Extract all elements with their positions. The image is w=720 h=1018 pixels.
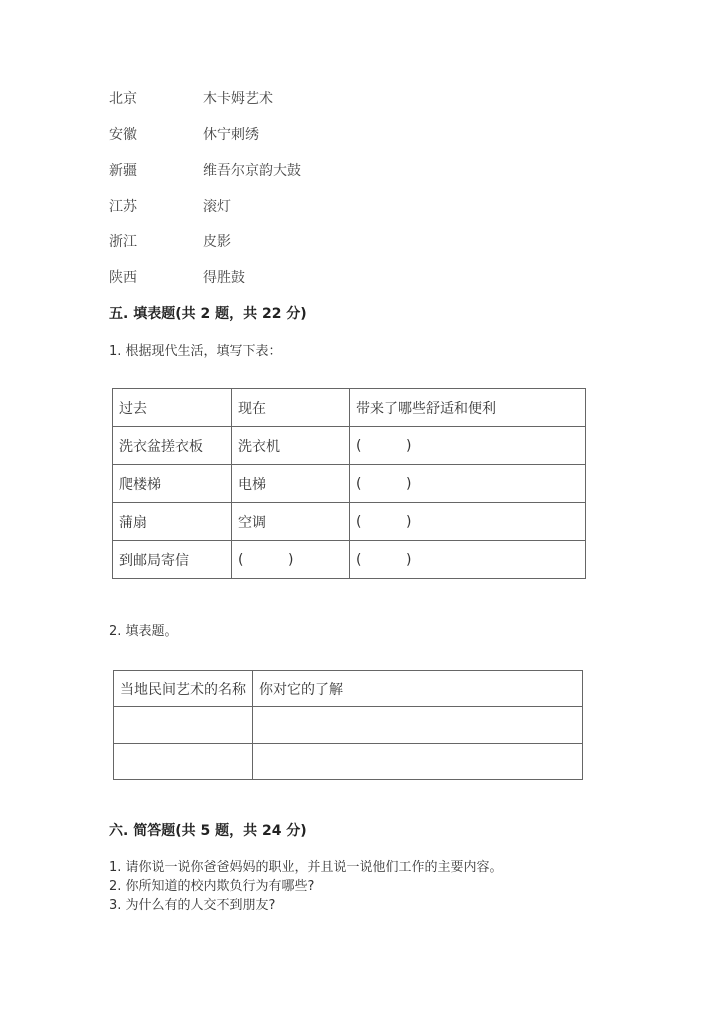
header-cell: 带来了哪些舒适和便利 [350,389,586,427]
art-label: 得胜鼓 [203,270,245,286]
question-prompt: 1. 根据现代生活，填写下表： [109,344,282,359]
header-cell: 当地民间艺术的名称 [114,671,253,707]
table-row [114,707,583,744]
question-prompt: 2. 填表题。 [109,624,178,639]
answer-blank[interactable]: ( ) [232,541,350,579]
region-label: 安徽 [109,127,137,143]
region-label: 浙江 [109,234,137,250]
table-header-row [113,389,586,427]
answer-blank[interactable] [114,707,253,744]
region-label: 江苏 [109,199,137,215]
answer-blank[interactable] [253,707,583,744]
table-header-row [114,671,583,707]
answer-blank[interactable] [114,744,253,780]
art-label: 皮影 [203,234,231,250]
region-label: 北京 [109,91,137,107]
region-label: 陕西 [109,270,137,286]
header-cell: 过去 [113,389,232,427]
table-row [113,465,586,503]
region-label: 新疆 [109,163,137,179]
cell: 洗衣盆搓衣板 [113,427,232,465]
answer-blank[interactable] [253,744,583,780]
answer-blank[interactable]: ( ) [350,541,586,579]
question-item: 3. 为什么有的人交不到朋友? [109,898,276,913]
art-label: 滚灯 [203,199,231,215]
header-cell: 现在 [232,389,350,427]
answer-blank[interactable]: ( ) [350,503,586,541]
cell: 电梯 [232,465,350,503]
question-item: 2. 你所知道的校内欺负行为有哪些? [109,879,315,894]
answer-blank[interactable]: ( ) [350,427,586,465]
cell: 空调 [232,503,350,541]
section-title: 六. 简答题(共 5 题，共 24 分) [109,823,307,839]
modern-life-table [112,388,586,579]
art-label: 木卡姆艺术 [203,91,273,107]
art-label: 维吾尔京韵大鼓 [203,163,301,179]
table-row [113,503,586,541]
table-row [113,541,586,579]
header-cell: 你对它的了解 [253,671,583,707]
section-title: 五. 填表题(共 2 题，共 22 分) [109,306,307,322]
folk-art-table [113,670,583,780]
question-item: 1. 请你说一说你爸爸妈妈的职业，并且说一说他们工作的主要内容。 [109,860,503,875]
table-row [114,744,583,780]
cell: 洗衣机 [232,427,350,465]
cell: 爬楼梯 [113,465,232,503]
cell: 到邮局寄信 [113,541,232,579]
cell: 蒲扇 [113,503,232,541]
answer-blank[interactable]: ( ) [350,465,586,503]
table-row [113,427,586,465]
art-label: 休宁刺绣 [203,127,259,143]
